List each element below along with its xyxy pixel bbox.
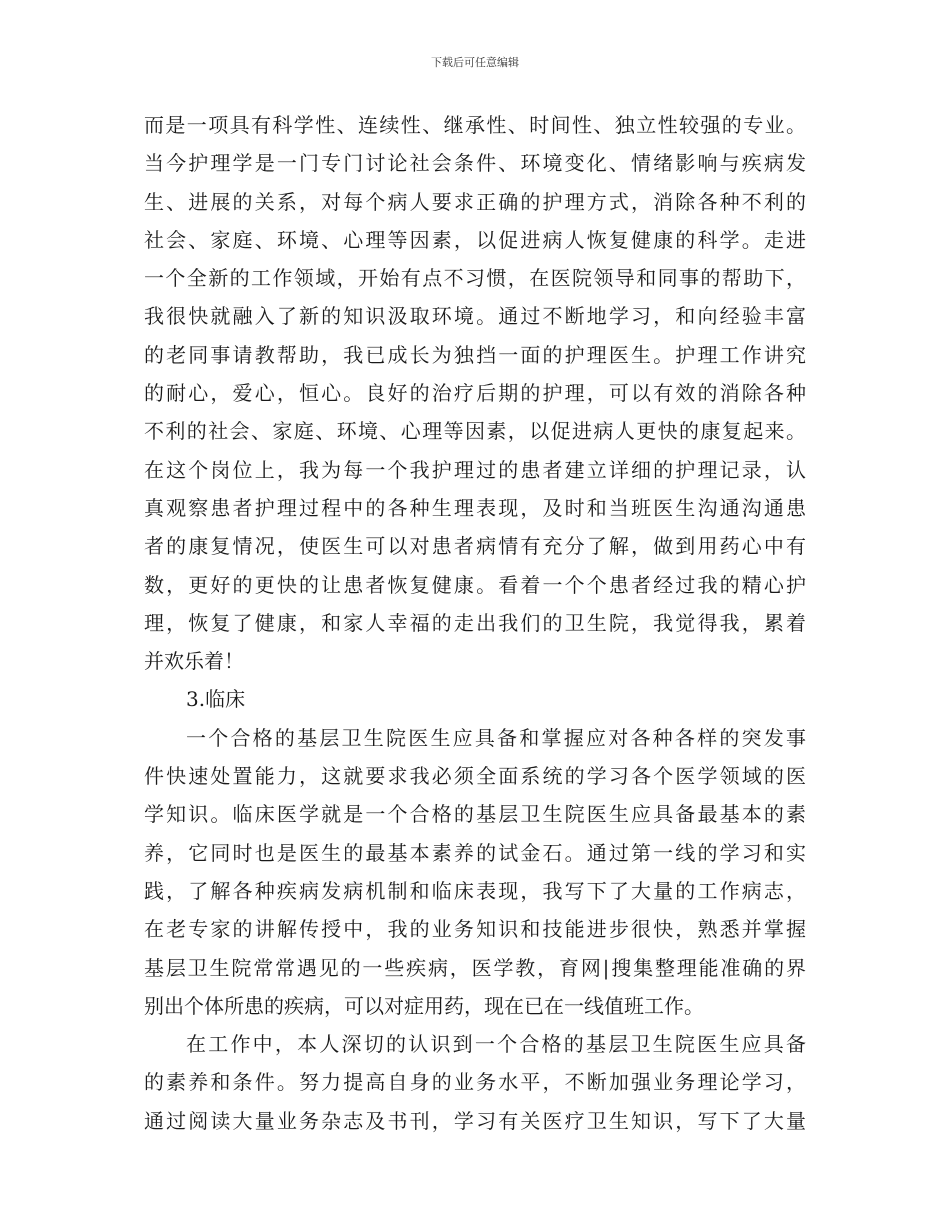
text-line: 的耐心，爱心，恒心。良好的治疗后期的护理，可以有效的消除各种	[144, 381, 806, 406]
text-line: 基层卫生院常常遇见的一些疾病，医学教，育网|搜集整理能准确的界	[144, 955, 806, 980]
text-line: 而是一项具有科学性、连续性、继承性、时间性、独立性较强的专业。	[144, 113, 806, 137]
text-line: 在这个岗位上，我为每一个我护理过的患者建立详细的护理记录，认	[144, 457, 806, 482]
text-line: 生、进展的关系，对每个病人要求正确的护理方式，消除各种不利的	[144, 189, 806, 214]
text-line: 一个全新的工作领域，开始有点不习惯，在医院领导和同事的帮助下，	[144, 266, 806, 291]
text-line: 的老同事请教帮助，我已成长为独挡一面的护理医生。护理工作讲究	[144, 342, 806, 367]
text-line: 理，恢复了健康，和家人幸福的走出我们的卫生院，我觉得我，累着	[144, 610, 806, 635]
text-line: 件快速处置能力，这就要求我必须全面系统的学习各个医学领域的医	[144, 764, 806, 789]
text-line: 在工作中，本人深切的认识到一个合格的基层卫生院医生应具备	[186, 1032, 806, 1057]
text-line: 学知识。临床医学就是一个合格的基层卫生院医生应具备最基本的素	[144, 802, 806, 827]
page-header: 下载后可任意编辑	[431, 56, 519, 69]
section-heading: 3.临床	[186, 687, 246, 712]
text-line: 在老专家的讲解传授中，我的业务知识和技能进步很快，熟悉并掌握	[144, 917, 806, 942]
text-line: 别出个体所患的疾病，可以对症用药，现在已在一线值班工作。	[144, 993, 704, 1018]
text-line: 践，了解各种疾病发病机制和临床表现，我写下了大量的工作病志，	[144, 878, 806, 903]
text-line: 当今护理学是一门专门讨论社会条件、环境变化、情绪影响与疾病发	[144, 151, 806, 176]
text-line: 不利的社会、家庭、环境、心理等因素，以促进病人更快的康复起来。	[144, 419, 806, 444]
text-line: 数，更好的更快的让患者恢复健康。看着一个个患者经过我的精心护	[144, 572, 806, 597]
text-line: 一个合格的基层卫生院医生应具备和掌握应对各种各样的突发事	[186, 725, 806, 750]
text-line: 真观察患者护理过程中的各种生理表现，及时和当班医生沟通沟通患	[144, 495, 806, 520]
document-body	[144, 106, 806, 1140]
text-line: 社会、家庭、环境、心理等因素，以促进病人恢复健康的科学。走进	[144, 227, 806, 252]
text-line: 并欢乐着！	[144, 649, 244, 674]
text-line: 者的康复情况，使医生可以对患者病情有充分了解，做到用药心中有	[144, 534, 806, 559]
text-line: 养，它同时也是医生的最基本素养的试金石。通过第一线的学习和实	[144, 840, 806, 865]
text-line: 的素养和条件。努力提高自身的业务水平，不断加强业务理论学习，	[144, 1070, 806, 1095]
text-line: 我很快就融入了新的知识汲取环境。通过不断地学习，和向经验丰富	[144, 304, 806, 329]
text-line: 通过阅读大量业务杂志及书刊，学习有关医疗卫生知识，写下了大量	[144, 1108, 806, 1133]
